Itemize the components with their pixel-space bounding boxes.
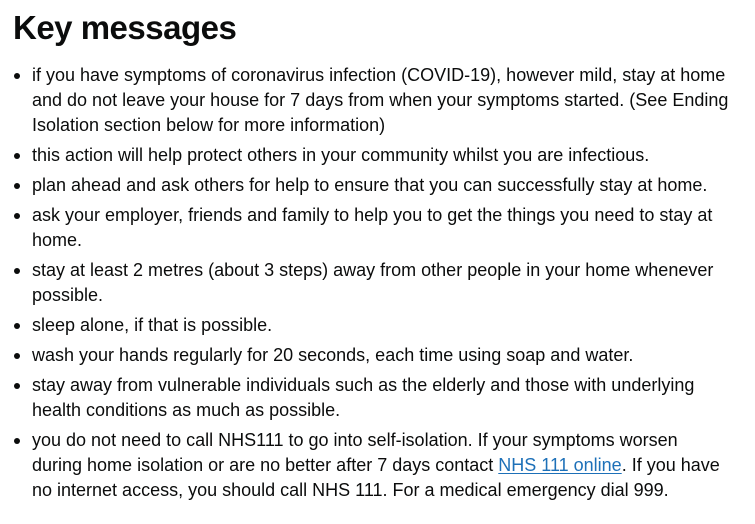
list-item: ask your employer, friends and family to help you to get the things you need to stay at home.	[13, 203, 730, 253]
list-item: sleep alone, if that is possible.	[13, 313, 730, 338]
list-item-text-after: . If you have no internet access, you should call NHS 111. For a medical emergency dial 999.	[32, 455, 720, 500]
list-item-text-before: you do not need to call NHS111 to go into self-isolation. If your symptoms worsen during home isolation or are no better after 7 days contact	[32, 430, 678, 475]
list-item: stay away from vulnerable individuals such as the elderly and those with underlying health conditions as much as possible.	[13, 373, 730, 423]
list-item: plan ahead and ask others for help to ensure that you can successfully stay at home.	[13, 173, 730, 198]
list-item	[13, 428, 730, 503]
page-title: Key messages	[13, 9, 237, 46]
list-item: stay at least 2 metres (about 3 steps) away from other people in your home whenever possible.	[13, 258, 730, 308]
nhs-111-online-link[interactable]: NHS 111 online	[498, 455, 622, 475]
key-messages-list	[13, 63, 755, 503]
list-item: if you have symptoms of coronavirus infection (COVID-19), however mild, stay at home and do not leave your house for 7 days from when your symptoms started. (See Ending Isolation section below for more information)	[13, 63, 730, 138]
list-item: wash your hands regularly for 20 seconds, each time using soap and water.	[13, 343, 730, 368]
list-item: this action will help protect others in your community whilst you are infectious.	[13, 143, 730, 168]
